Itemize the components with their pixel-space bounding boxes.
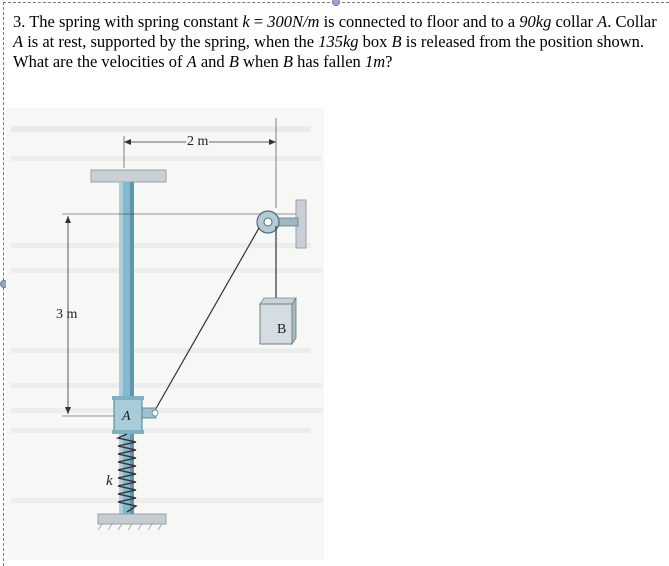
dimension-horizontal-label: 2 m [187,134,209,149]
ground-base [98,514,166,524]
pulley-axle [264,218,272,226]
velocity-a-name: A [186,52,197,71]
problem-text: is connected to floor and to a [319,12,520,31]
problem-text: when [238,52,283,71]
problem-number: 3. [13,12,26,31]
spring-label: k [106,473,113,489]
problem-text: ? [385,52,393,71]
box-b [260,304,292,344]
collar-pin [152,410,158,416]
problem-text: is at rest, supported by the spring, when the [23,32,319,51]
problem-text: and [196,52,229,71]
problem-text: The spring with spring constant [25,12,243,31]
problem-text: box [358,32,392,51]
collar-mass: 90kg [519,12,552,31]
collar-bottom-lip [112,430,144,434]
falling-box-name: B [282,52,293,71]
collar-name: A [597,12,608,31]
velocity-b-name: B [228,52,239,71]
collar-label: A [122,409,131,424]
spring-constant-value: 300N/m [267,12,320,31]
top-support [91,170,166,182]
collar-name: A [13,32,24,51]
problem-text: = [249,12,268,31]
box-top [260,298,296,304]
spring-constant-symbol: k [242,12,250,31]
fall-distance: 1m [364,52,386,71]
problem-text: is released from the position shown. What are the velocities of [13,32,645,71]
resize-handle-top[interactable] [332,0,340,6]
dimension-vertical-label: 3 m [56,307,78,322]
problem-text: collar [551,12,598,31]
spring-collar-pulley-figure [6,108,324,560]
problem-text: has fallen [293,52,365,71]
box-side [292,298,296,344]
problem-text: . Collar [607,12,657,31]
collar-top-lip [112,396,144,400]
box-label: B [277,322,287,337]
box-mass: 135kg [318,32,359,51]
box-name: B [391,32,402,51]
rod-highlight [119,182,123,516]
problem-statement [13,12,663,72]
